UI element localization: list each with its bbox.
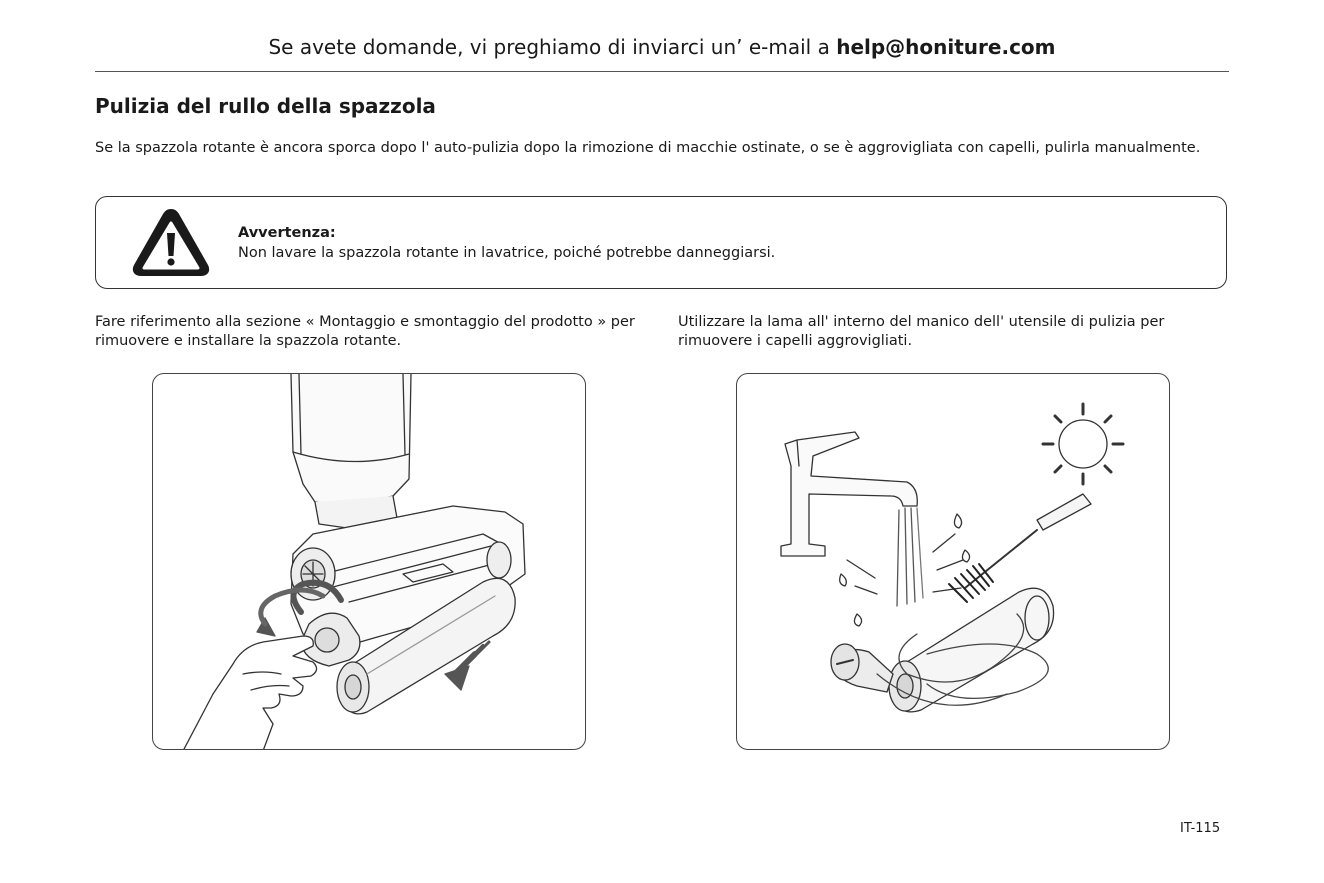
faucet-icon — [781, 432, 917, 556]
section-intro: Se la spazzola rotante è ancora sporca dopo l' auto-pulizia dopo la rimozione di macchie ostinate, o se è aggrovigliata con capelli, pulirla manualmente. — [95, 140, 1201, 156]
page-number: IT-115 — [1180, 821, 1221, 836]
section-title: Pulizia del rullo della spazzola — [95, 94, 436, 118]
warning-box — [95, 196, 1227, 289]
brush-roll-cleaning-illustration — [736, 373, 1170, 750]
header-text: Se avete domande, vi preghiamo di inviarci un’ e-mail a — [268, 35, 837, 59]
header-divider — [95, 71, 1229, 72]
warning-text: Non lavare la spazzola rotante in lavatrice, poiché potrebbe danneggiarsi. — [238, 245, 776, 261]
vacuum-handle — [291, 374, 411, 506]
hand — [213, 636, 317, 750]
page-header — [95, 32, 1229, 62]
cleaning-tool-icon — [1037, 494, 1091, 530]
left-instruction: Fare riferimento alla sezione « Montaggio e smontaggio del prodotto » per rimuovere e installare la spazzola rotante. — [95, 314, 635, 349]
sun-icon — [1059, 420, 1107, 468]
warning-title: Avvertenza: — [238, 225, 336, 241]
support-email-link[interactable]: help@honiture.com — [836, 35, 1056, 59]
brush-roll-removal-illustration — [152, 373, 586, 750]
right-instruction: Utilizzare la lama all' interno del manico dell' utensile di pulizia per rimuovere i capelli aggrovigliati. — [678, 314, 1165, 349]
warning-triangle-icon — [130, 205, 212, 279]
